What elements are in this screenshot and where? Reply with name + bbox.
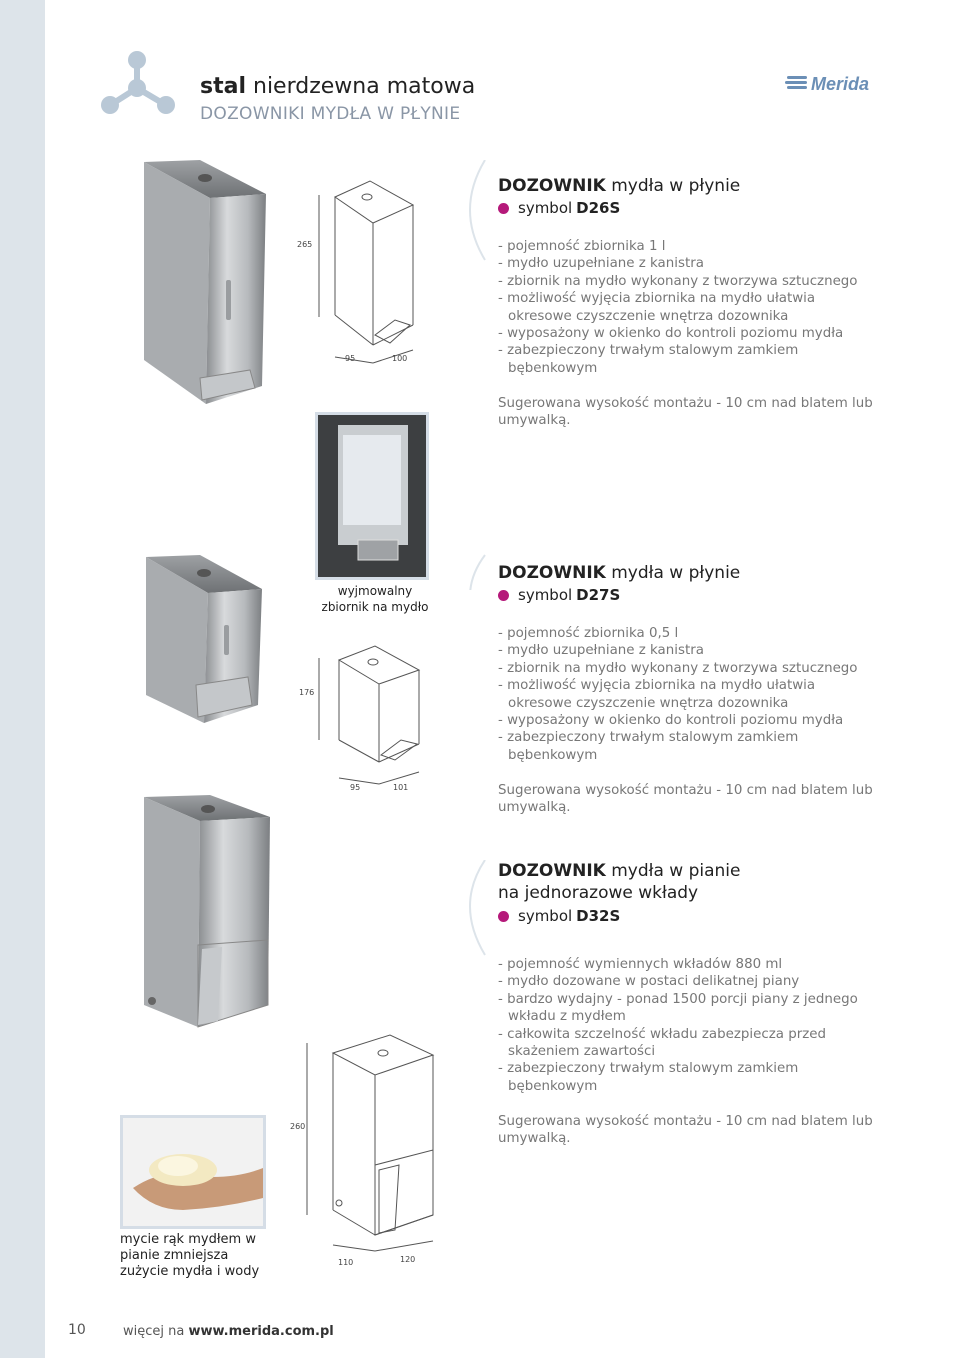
website-link[interactable]: www.merida.com.pl: [188, 1324, 334, 1339]
insert-photo-d27s: [315, 412, 429, 580]
product-symbol-d27s: symbol D27S: [498, 586, 620, 604]
mounting-note-d26s: Sugerowana wysokość montażu - 10 cm nad blatem lub umywalką.: [498, 396, 873, 429]
spec-list-d32s: - pojemność wymiennych wkładów 880 ml - mydło dozowane w postaci delikatnej piany - bardzo wydajny - ponad 1500 porcji piany z jednego wkładu z mydłem - całkowita szczelność wkładu zabezpiecza przed skażeniem zawartości - zabezpieczony trwałym stalowym zamkiem bębenkowym: [498, 957, 858, 1094]
dim-height-d27s: 176: [299, 688, 315, 697]
spec-list-d26s: - pojemność zbiornika 1 l - mydło uzupełniane z kanistra - zbiornik na mydło wykonany z tworzywa sztucznego - możliwość wyjęcia zbiornika na mydło ułatwia okresowe czyszczenie wnętrza dozownika - wyposażony w okienko do kontroli poziomu mydła - zabezpieczony trwałym stalowym zamkiem bębenkowym: [498, 239, 858, 376]
mounting-note-d32s: Sugerowana wysokość montażu - 10 cm nad blatem lub umywalką.: [498, 1114, 873, 1147]
title-rest: nierdzewna matowa: [253, 74, 476, 99]
technical-drawing-d26s: [295, 175, 425, 375]
bullet-dot: [498, 911, 509, 922]
dim-width-d32s: 120: [400, 1255, 416, 1264]
decorative-bracket: [455, 860, 495, 960]
dim-height-d32s: 260: [290, 1122, 306, 1131]
product-title-d26s: DOZOWNIK mydła w płynie: [498, 176, 741, 196]
page-subtitle: DOZOWNIKI MYDŁA W PŁYNIE: [200, 104, 461, 124]
dim-height-d26s: 265: [297, 240, 313, 249]
bullet-dot: [498, 203, 509, 214]
product-photo-d27s: [140, 555, 265, 725]
product-photo-d32s: [140, 795, 275, 1030]
dim-depth-d32s: 110: [338, 1258, 354, 1267]
dim-width-d27s: 101: [393, 783, 409, 792]
brand-text: Merida: [811, 74, 870, 94]
left-sidebar-band: [0, 0, 45, 1358]
product-photo-d26s: [140, 160, 270, 405]
footer-link-text: więcej na www.merida.com.pl: [123, 1324, 334, 1339]
dim-depth-d26s: 95: [345, 354, 356, 363]
page-number: 10: [68, 1322, 86, 1338]
mounting-note-d27s: Sugerowana wysokość montażu - 10 cm nad blatem lub umywalką.: [498, 783, 873, 816]
product-title-d32s: DOZOWNIK mydła w pianie na jednorazowe wkłady: [498, 861, 741, 903]
spec-list-d27s: - pojemność zbiornika 0,5 l - mydło uzupełniane z kanistra - zbiornik na mydło wykonany z tworzywa sztucznego - możliwość wyjęcia zbiornika na mydło ułatwia okresowe czyszczenie wnętrza dozownika - wyposażony w okienko do kontroli poziomu mydła - zabezpieczony trwałym stalowym zamkiem bębenkowym: [498, 626, 858, 763]
hand-photo-caption: mycie rąk mydłem w pianie zmniejsza zużycie mydła i wody: [120, 1232, 260, 1279]
product-symbol-d32s: symbol D32S: [498, 907, 620, 925]
insert-caption: wyjmowalny zbiornik na mydło: [321, 584, 429, 614]
product-symbol-d26s: symbol D26S: [498, 199, 620, 217]
technical-drawing-d32s: [295, 1025, 440, 1255]
technical-drawing-d27s: [295, 640, 425, 800]
page-title: [200, 74, 475, 99]
dim-depth-d27s: 95: [350, 783, 361, 792]
dim-width-d26s: 100: [392, 354, 408, 363]
hand-foam-photo: [120, 1115, 266, 1229]
title-bold: stal: [200, 74, 246, 99]
merida-logo: [785, 68, 895, 96]
product-title-d27s: DOZOWNIK mydła w płynie: [498, 563, 741, 583]
bullet-dot: [498, 590, 509, 601]
decorative-brackets: [455, 160, 495, 590]
molecule-icon: [100, 50, 178, 120]
